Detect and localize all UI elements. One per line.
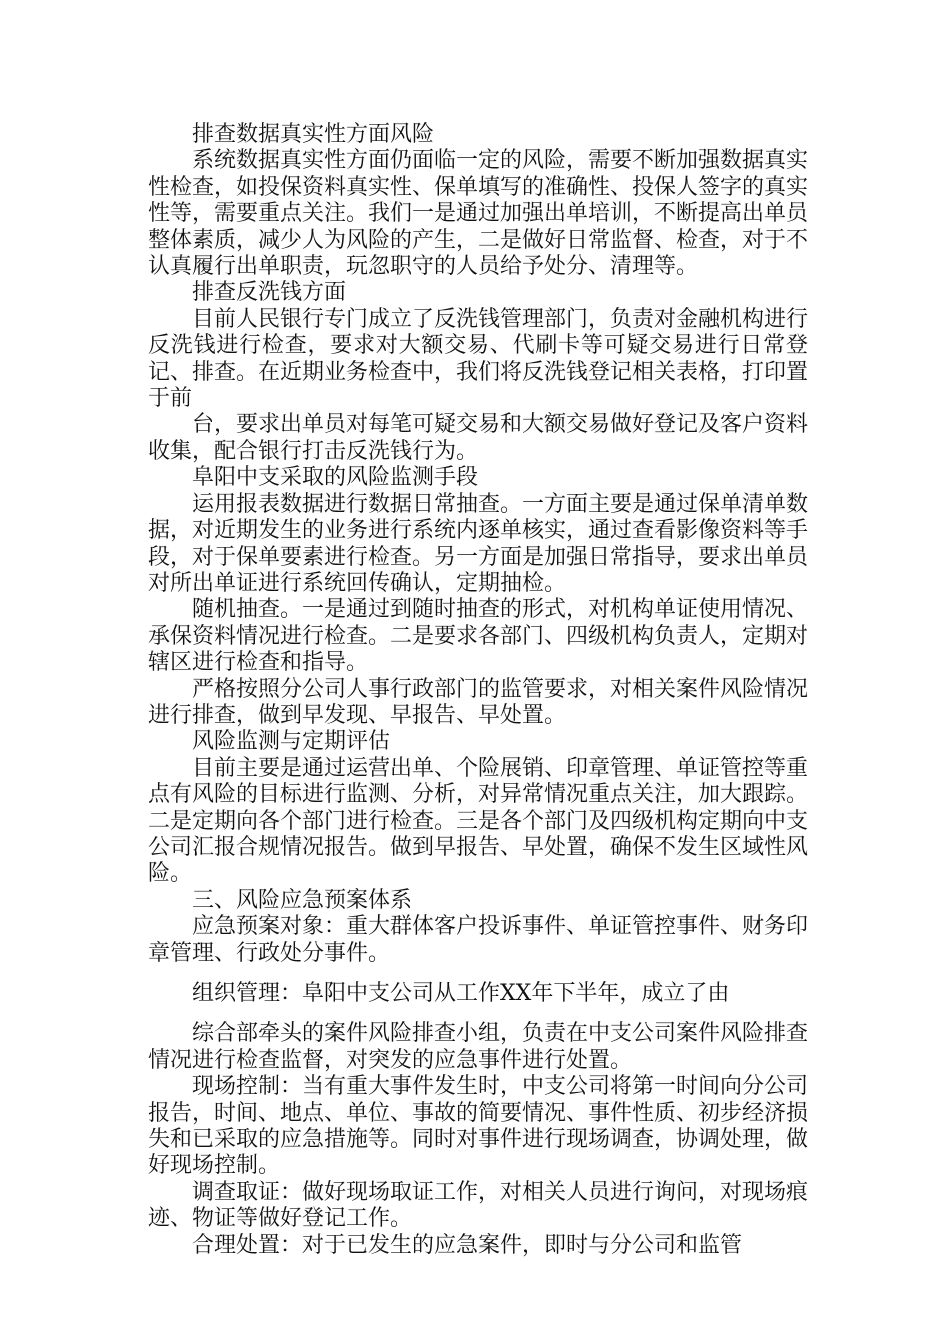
paragraph-organization-management: 组织管理：阜阳中支公司从工作XX年下半年，成立了由 — [192, 981, 730, 1006]
section-heading-risk-evaluation: 风险监测与定期评估 — [192, 729, 391, 755]
paragraph-site-control: 现场控制：当有重大事件发生时，中支公司将第一时间向分公司报告，时间、地点、单位、事故的简要情况、事件性质、初步经济损失和已采取的应急措施等。同时对事件进行现场调查，协调处理，做好现场控制。 — [148, 1074, 809, 1179]
paragraph-investigation-team: 综合部牵头的案件风险排查小组，负责在中支公司案件风险排查情况进行检查监督，对突发的应急事件进行处置。 — [148, 1021, 809, 1073]
section-heading-anti-money-laundering: 排查反洗钱方面 — [192, 280, 347, 306]
paragraph-report-spot-check: 运用报表数据进行数据日常抽查。一方面主要是通过保单清单数据，对近期发生的业务进行系统内逐单核实，通过查看影像资料等手段，对于保单要素进行检查。另一方面是加强日常指导，要求出单员对所出单证进行系统回传确认，定期抽检。 — [148, 491, 809, 596]
document-body — [148, 122, 808, 1259]
paragraph-random-check: 随机抽查。一是通过到随时抽查的形式，对机构单证使用情况、承保资料情况进行检查。二是要求各部门、四级机构负责人，定期对辖区进行检查和指导。 — [148, 597, 809, 676]
paragraph-anti-money-laundering: 目前人民银行专门成立了反洗钱管理部门，负责对金融机构进行反洗钱进行检查，要求对大额交易、代刷卡等可疑交易进行日常登记、排查。在近期业务检查中，我们将反洗钱登记相关表格，打印置于前 — [148, 306, 809, 412]
paragraph-evidence-collection: 调查取证：做好现场取证工作，对相关人员进行询问，对现场痕迹、物证等做好登记工作。 — [148, 1179, 809, 1232]
paragraph-risk-evaluation: 目前主要是通过运营出单、个险展销、印章管理、单证管控等重点有风险的目标进行监测、分析，对异常情况重点关注，加大跟踪。二是定期向各个部门进行检查。三是各个部门及四级机构定期向中支公司汇报合规情况报告。做到早报告、早处置，确保不发生区域性风险。 — [148, 755, 809, 887]
paragraph-regulatory-requirements: 严格按照分公司人事行政部门的监管要求，对相关案件风险情况进行排查，做到早发现、早报告、早处置。 — [148, 676, 809, 728]
paragraph-emergency-targets: 应急预案对象：重大群体客户投诉事件、单证管控事件、财务印章管理、行政处分事件。 — [148, 914, 809, 966]
paragraph-reasonable-handling: 合理处置：对于已发生的应急案件，即时与分公司和监管 — [192, 1232, 743, 1258]
section-heading-monitoring-means: 阜阳中支采取的风险监测手段 — [192, 465, 479, 491]
paragraph-data-authenticity: 系统数据真实性方面仍面临一定的风险，需要不断加强数据真实性检查，如投保资料真实性、保单填写的准确性、投保人签字的真实性等，需要重点关注。我们一是通过加强出单培训，不断提高出单员整体素质，减少人为风险的产生，二是做好日常监督、检查，对于不认真履行出单职责，玩忽职守的人员给予处分、清理等。 — [148, 148, 809, 280]
section-heading-data-authenticity: 排查数据真实性方面风险 — [192, 122, 435, 147]
paragraph-front-desk: 台，要求出单员对每笔可疑交易和大额交易做好登记及客户资料收集，配合银行打击反洗钱行为。 — [148, 412, 809, 464]
section-heading-emergency-plan: 三、风险应急预案体系 — [192, 887, 413, 913]
